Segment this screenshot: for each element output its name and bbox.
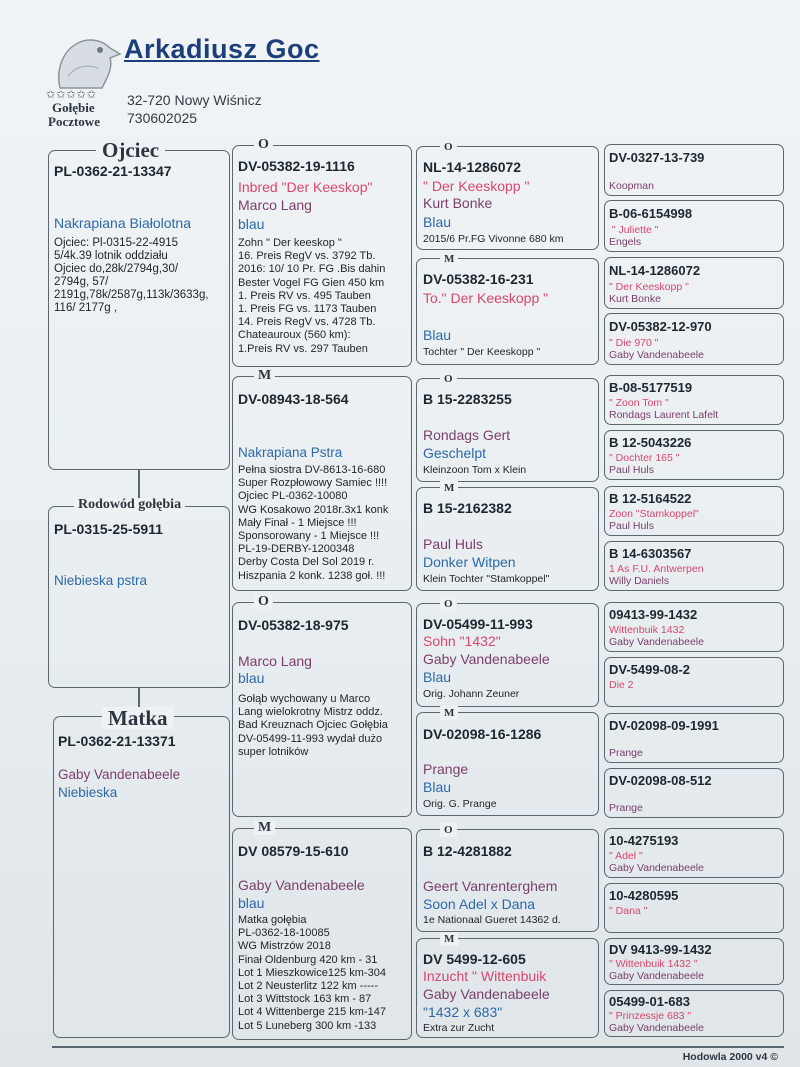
g4-ring: 09413-99-1432 xyxy=(609,607,698,622)
mmf-sex: O xyxy=(440,823,457,837)
subject-ring: PL-0315-25-5911 xyxy=(54,521,163,537)
fm-card[interactable] xyxy=(232,376,412,591)
fff-card[interactable] xyxy=(416,146,599,250)
mother-label: Matka xyxy=(102,707,174,729)
mfm-sex: M xyxy=(440,706,458,720)
ff-notes: Zohn " Der keeskop " 16. Preis RegV vs. 3792 Tb. 2016: 10/ 10 Pr. FG .Bis dahin Bester Vogel FG Gien 450 km 1. Preis RV vs. 495 Tauben 1. Preis FG vs. 1173 Tauben 14. Preis RegV vs. 4728 Tb. Chateauroux (560 km): 1.Preis RV vs. 297 Tauben xyxy=(238,237,386,355)
g4-ring: DV-5499-08-2 xyxy=(609,662,690,677)
footer-rule xyxy=(52,1046,784,1048)
mff-ring: DV-05499-11-993 xyxy=(423,616,533,632)
mfm-color: Blau xyxy=(423,779,452,795)
g4-name: " Juliette " xyxy=(609,224,659,236)
g4-card-11[interactable] xyxy=(604,768,784,818)
fmm-ring: B 15-2162382 xyxy=(423,500,512,516)
mmf-breeder: Geert Vanrenterghem xyxy=(423,878,558,894)
fmm-color: Donker Witpen xyxy=(423,554,516,570)
g4-name: " Zoon Tom " xyxy=(609,397,669,409)
g4-ring: 10-4275193 xyxy=(609,833,679,848)
g4-card-4[interactable] xyxy=(604,375,784,425)
mff-card[interactable] xyxy=(416,603,599,707)
mff-breeder: Gaby Vandenabeele xyxy=(423,651,550,667)
mmf-ring: B 12-4281882 xyxy=(423,843,512,859)
logo-line2: Pocztowe xyxy=(48,114,100,129)
mf-ring: DV-05382-18-975 xyxy=(238,617,349,633)
g4-name: " Dana " xyxy=(609,905,648,917)
fff-sex: O xyxy=(440,140,457,154)
fm-notes: Pełna siostra DV-8613-16-680 Super Rozpłowowy Samiec !!!! Ojciec PL-0362-10080 WG Kosakowo 2018r.3x1 konk Mały Finał - 1 Miejsce !!! Sponsorowany - 1 Miejsce !!! PL-19-DERBY-1200348 Derby Costa Del Sol 2019 r. Hiszpania 2 konk. 1238 goł. !!! xyxy=(238,464,389,582)
mff-sex: O xyxy=(440,597,457,611)
g4-name: " Adel " xyxy=(609,850,643,862)
ffm-ring: DV-05382-16-231 xyxy=(423,271,534,287)
fm-color: Nakrapiana Pstra xyxy=(238,445,343,460)
fm-sex: M xyxy=(254,369,275,383)
g4-breeder: Gaby Vandenabeele xyxy=(609,636,704,648)
mmm-ring: DV 5499-12-605 xyxy=(423,951,526,967)
g4-ring: B-06-6154998 xyxy=(609,206,693,221)
g4-name: 1 As F.U. Antwerpen xyxy=(609,563,704,575)
g4-name: " Dochter 165 " xyxy=(609,452,680,464)
g4-breeder: Paul Huls xyxy=(609,464,654,476)
g4-breeder: Willy Daniels xyxy=(609,575,670,587)
g4-ring: B 12-5164522 xyxy=(609,491,692,506)
mf-card[interactable] xyxy=(232,602,412,817)
logo xyxy=(42,30,122,130)
g4-breeder: Gaby Vandenabeele xyxy=(609,349,704,361)
g4-name: Wittenbuik 1432 xyxy=(609,624,685,636)
g4-name: " Die 970 " xyxy=(609,337,659,349)
mother-ring: PL-0362-21-13371 xyxy=(58,733,176,749)
fm-ring: DV-08943-18-564 xyxy=(238,391,349,407)
ff-breeder: Marco Lang xyxy=(238,197,312,213)
fmf-breeder: Rondags Gert xyxy=(423,427,511,443)
ff-ring: DV-05382-19-1116 xyxy=(238,158,355,174)
mfm-ring: DV-02098-16-1286 xyxy=(423,726,542,742)
g4-ring: DV 9413-99-1432 xyxy=(609,942,712,957)
fmm-breeder: Paul Huls xyxy=(423,536,483,552)
g4-card-5[interactable] xyxy=(604,430,784,480)
pedigree-label: Rodowód gołębia xyxy=(74,498,185,512)
g4-card-6[interactable] xyxy=(604,486,784,536)
fmf-note: Kleinzoon Tom x Klein xyxy=(423,464,527,476)
mf-notes: Gołąb wychowany u Marco Lang wielokrotny Mistrz oddz. Bad Kreuznach Ojciec Gołębia DV-05499-11-993 wydał dużo super lotników xyxy=(238,693,388,758)
g4-breeder: Koopman xyxy=(609,180,654,192)
fmf-color: Geschelpt xyxy=(423,445,487,461)
g4-card-3[interactable] xyxy=(604,313,784,365)
mfm-note: Orig. G. Prange xyxy=(423,798,497,810)
fff-note: 2015/6 Pr.FG Vivonne 680 km xyxy=(423,233,564,245)
mf-sex: O xyxy=(254,595,273,609)
g4-ring: DV-02098-09-1991 xyxy=(609,718,719,733)
fmf-ring: B 15-2283255 xyxy=(423,391,512,407)
g4-name: Zoon "Stamkoppel" xyxy=(609,508,699,520)
pigeon-head-icon xyxy=(50,30,122,90)
fmm-sex: M xyxy=(440,481,458,495)
fff-color: Blau xyxy=(423,214,452,230)
mmm-card[interactable] xyxy=(416,938,599,1038)
mm-ring: DV 08579-15-610 xyxy=(238,843,349,859)
mmm-note: Extra zur Zucht xyxy=(423,1022,495,1034)
fff-breeder: Kurt Bonke xyxy=(423,195,493,211)
mff-name: Sohn "1432" xyxy=(423,633,501,649)
breeder-phone: 730602025 xyxy=(127,110,198,126)
breeder-name: Arkadiusz Goc xyxy=(124,34,320,64)
g4-card-15[interactable] xyxy=(604,990,784,1037)
ff-color: blau xyxy=(238,216,265,232)
g4-breeder: Rondags Laurent Lafelt xyxy=(609,409,719,421)
g4-ring: NL-14-1286072 xyxy=(609,263,701,278)
g4-card-2[interactable] xyxy=(604,257,784,309)
g4-name: Die 2 xyxy=(609,679,634,691)
g4-breeder: Engels xyxy=(609,236,642,248)
mother-card[interactable] xyxy=(53,716,230,1038)
mm-card[interactable] xyxy=(232,828,412,1040)
mm-color: blau xyxy=(238,895,265,911)
ffm-sex: M xyxy=(440,252,458,266)
g4-card-0[interactable] xyxy=(604,144,784,196)
ff-sex: O xyxy=(254,138,273,152)
ffm-card[interactable] xyxy=(416,258,599,365)
g4-card-10[interactable] xyxy=(604,713,784,763)
g4-ring: B 12-5043226 xyxy=(609,435,692,450)
g4-card-1[interactable] xyxy=(604,200,784,252)
g4-ring: B 14-6303567 xyxy=(609,546,692,561)
g4-ring: 05499-01-683 xyxy=(609,994,690,1009)
father-label: Ojciec xyxy=(96,139,165,161)
footer-software: Hodowla 2000 v4 © xyxy=(682,1051,778,1063)
mmm-sex: M xyxy=(440,932,458,946)
g4-ring: B-08-5177519 xyxy=(609,380,693,395)
ffm-note: Tochter " Der Keeskopp " xyxy=(423,346,541,358)
g4-breeder: Paul Huls xyxy=(609,520,654,532)
fmf-sex: O xyxy=(440,372,457,386)
g4-name: " Wittenbuik 1432 " xyxy=(609,958,698,970)
fmm-note: Klein Tochter "Stamkoppel" xyxy=(423,573,550,585)
breeder-address: 32-720 Nowy Wiśnicz xyxy=(127,92,262,108)
mmm-name: Inzucht " Wittenbuik xyxy=(423,968,547,984)
mm-sex: M xyxy=(254,821,275,835)
g4-breeder: Gaby Vandenabeele xyxy=(609,1022,704,1034)
mmf-card[interactable] xyxy=(416,829,599,932)
g4-ring: 10-4280595 xyxy=(609,888,679,903)
g4-card-13[interactable] xyxy=(604,883,784,933)
g4-breeder: Prange xyxy=(609,747,643,759)
mfm-breeder: Prange xyxy=(423,761,469,777)
father-card[interactable] xyxy=(48,150,230,470)
father-color: Nakrapiana Białolotna xyxy=(54,215,191,231)
subject-color: Niebieska pstra xyxy=(54,573,148,588)
fmm-card[interactable] xyxy=(416,487,599,591)
g4-card-9[interactable] xyxy=(604,657,784,707)
g4-card-12[interactable] xyxy=(604,828,784,878)
ff-card[interactable] xyxy=(232,145,412,367)
mmf-color: Soon Adel x Dana xyxy=(423,896,536,912)
fff-name: " Der Keeskopp " xyxy=(423,178,530,194)
ffm-name: To." Der Keeskopp " xyxy=(423,290,549,306)
mmm-color: "1432 x 683" xyxy=(423,1004,503,1020)
father-ring: PL-0362-21-13347 xyxy=(54,163,172,179)
g4-card-14[interactable] xyxy=(604,938,784,985)
g4-breeder: Kurt Bonke xyxy=(609,293,661,305)
g4-card-7[interactable] xyxy=(604,541,784,591)
g4-breeder: Gaby Vandenabeele xyxy=(609,862,704,874)
mm-notes: Matka gołębia PL-0362-18-10085 WG Mistrzów 2018 Finał Oldenburg 420 km - 31 Lot 1 Mieszkowice125 km-304 Lot 2 Neusterlitz 122 km ----- Lot 3 Wittstock 163 km - 87 Lot 4 Wittenberge 215 km-147 Lot 5 Luneberg 300 km -133 xyxy=(238,914,386,1032)
mfm-card[interactable] xyxy=(416,712,599,816)
mm-breeder: Gaby Vandenabeele xyxy=(238,877,365,893)
logo-stars: ✩✩✩✩✩ xyxy=(46,89,98,101)
g4-name: " Der Keeskopp " xyxy=(609,281,689,293)
logo-line1: Gołębie xyxy=(52,100,95,115)
mmm-breeder: Gaby Vandenabeele xyxy=(423,986,550,1002)
father-notes: Ojciec: Pl-0315-22-4915 5/4k.39 lotnik oddziału Ojciec do,28k/2794g,30/ 2794g, 57/ 2191g,78k/2587g,113k/3633g, 116/ 2177g , xyxy=(54,237,209,314)
g4-ring: DV-0327-13-739 xyxy=(609,150,705,165)
g4-ring: DV-05382-12-970 xyxy=(609,319,712,334)
mf-color: blau xyxy=(238,670,265,686)
g4-breeder: Prange xyxy=(609,802,643,814)
mother-color: Niebieska xyxy=(58,785,118,800)
g4-card-8[interactable] xyxy=(604,602,784,652)
ff-name: Inbred "Der Keeskop" xyxy=(238,179,373,195)
fff-ring: NL-14-1286072 xyxy=(423,159,522,175)
mother-breeder: Gaby Vandenabeele xyxy=(58,767,181,782)
mf-breeder: Marco Lang xyxy=(238,653,312,669)
fmf-card[interactable] xyxy=(416,378,599,482)
ffm-color: Blau xyxy=(423,327,452,343)
g4-name: " Prinzessje 683 " xyxy=(609,1010,692,1022)
mff-color: Blau xyxy=(423,669,452,685)
g4-ring: DV-02098-08-512 xyxy=(609,773,712,788)
g4-breeder: Gaby Vandenabeele xyxy=(609,970,704,982)
mmf-note: 1e Nationaal Gueret 14362 d. xyxy=(423,914,561,926)
mff-note: Orig. Johann Zeuner xyxy=(423,688,520,700)
subject-card[interactable] xyxy=(48,506,230,688)
